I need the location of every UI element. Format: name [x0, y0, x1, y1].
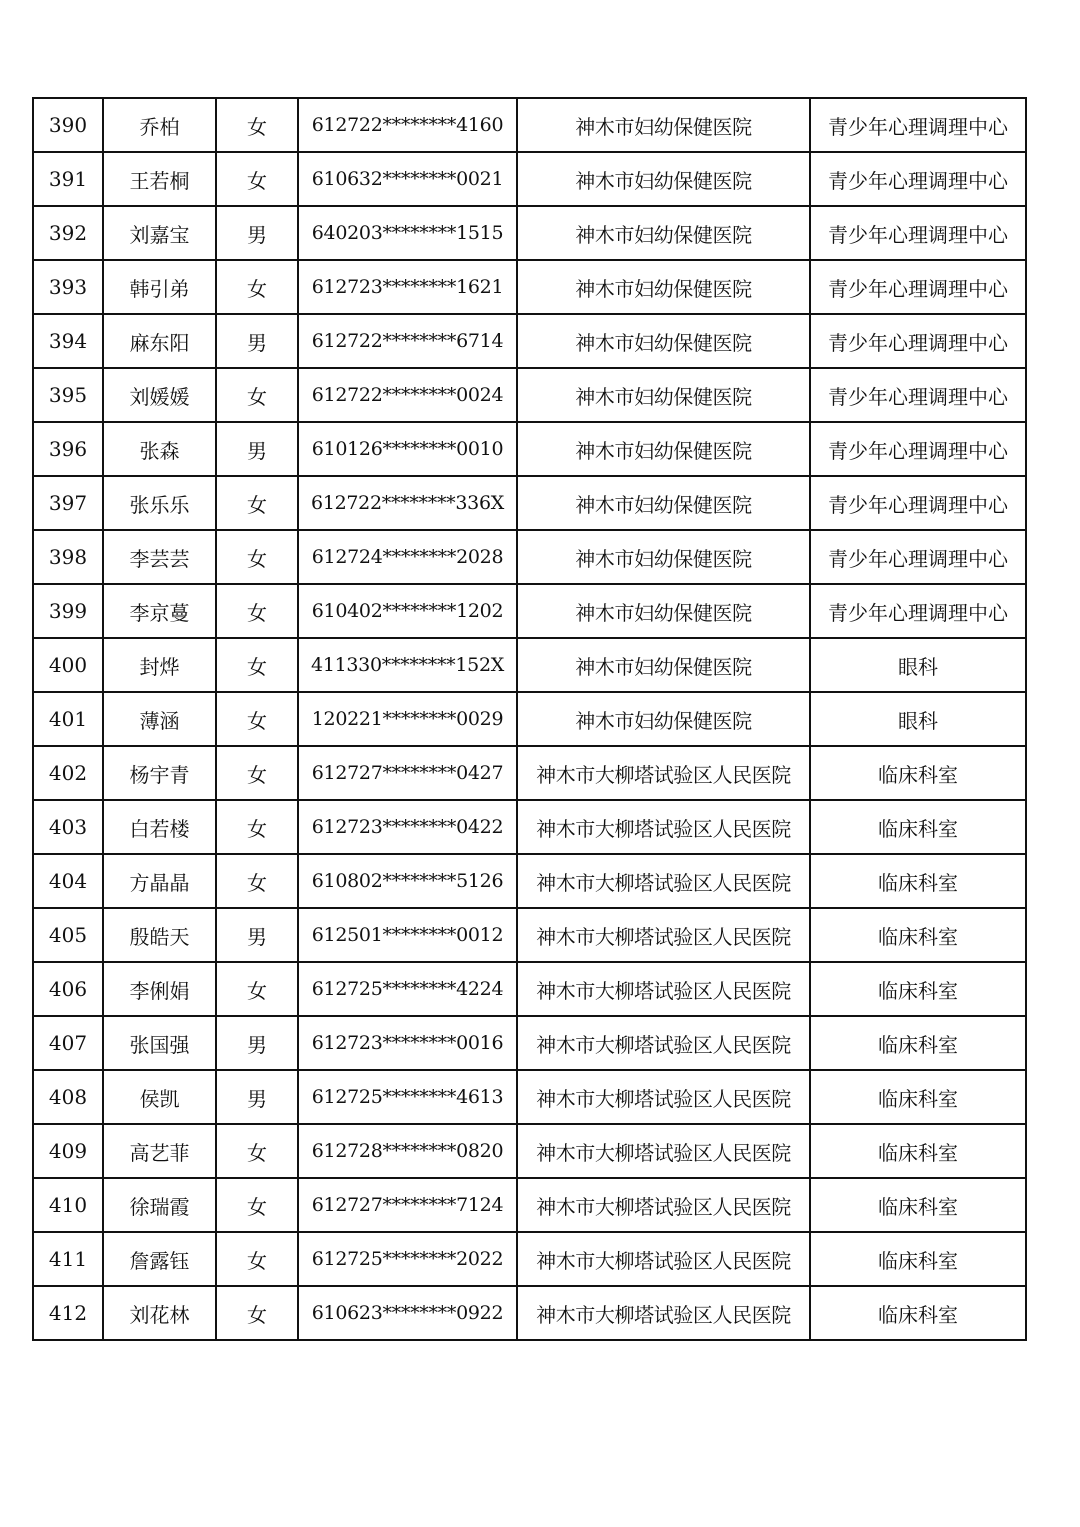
gender-cell: 女 — [216, 1286, 298, 1340]
id-number-cell: 612725********4613 — [298, 1070, 517, 1124]
gender-cell: 女 — [216, 368, 298, 422]
id-number-cell: 612723********0422 — [298, 800, 517, 854]
name-cell: 殷皓天 — [103, 908, 216, 962]
unit-cell: 神木市大柳塔试验区人民医院 — [517, 962, 810, 1016]
unit-cell: 神木市妇幼保健医院 — [517, 152, 810, 206]
name-cell: 李京蔓 — [103, 584, 216, 638]
table-row — [33, 530, 1026, 584]
serial-number-cell: 401 — [33, 692, 103, 746]
serial-number-cell: 393 — [33, 260, 103, 314]
table-row — [33, 1232, 1026, 1286]
serial-number-cell: 412 — [33, 1286, 103, 1340]
id-number-cell: 612724********2028 — [298, 530, 517, 584]
gender-cell: 女 — [216, 1232, 298, 1286]
department-cell: 临床科室 — [810, 1286, 1026, 1340]
unit-cell: 神木市妇幼保健医院 — [517, 692, 810, 746]
name-cell: 麻东阳 — [103, 314, 216, 368]
table-row — [33, 260, 1026, 314]
table-row — [33, 422, 1026, 476]
unit-cell: 神木市妇幼保健医院 — [517, 368, 810, 422]
id-number-cell: 612725********4224 — [298, 962, 517, 1016]
serial-number-cell: 409 — [33, 1124, 103, 1178]
id-number-cell: 612722********0024 — [298, 368, 517, 422]
name-cell: 杨宇青 — [103, 746, 216, 800]
table-row — [33, 206, 1026, 260]
serial-number-cell: 390 — [33, 98, 103, 152]
table-row — [33, 746, 1026, 800]
gender-cell: 女 — [216, 476, 298, 530]
unit-cell: 神木市大柳塔试验区人民医院 — [517, 854, 810, 908]
department-cell: 青少年心理调理中心 — [810, 476, 1026, 530]
serial-number-cell: 392 — [33, 206, 103, 260]
name-cell: 詹露钰 — [103, 1232, 216, 1286]
serial-number-cell: 407 — [33, 1016, 103, 1070]
unit-cell: 神木市大柳塔试验区人民医院 — [517, 908, 810, 962]
gender-cell: 女 — [216, 854, 298, 908]
unit-cell: 神木市大柳塔试验区人民医院 — [517, 800, 810, 854]
roster-table — [32, 97, 1027, 1341]
unit-cell: 神木市妇幼保健医院 — [517, 638, 810, 692]
table-row — [33, 368, 1026, 422]
department-cell: 临床科室 — [810, 1124, 1026, 1178]
table-row — [33, 800, 1026, 854]
id-number-cell: 612722********6714 — [298, 314, 517, 368]
unit-cell: 神木市大柳塔试验区人民医院 — [517, 1016, 810, 1070]
roster-body — [33, 98, 1026, 1340]
name-cell: 张森 — [103, 422, 216, 476]
unit-cell: 神木市妇幼保健医院 — [517, 260, 810, 314]
unit-cell: 神木市大柳塔试验区人民医院 — [517, 1286, 810, 1340]
serial-number-cell: 404 — [33, 854, 103, 908]
department-cell: 临床科室 — [810, 854, 1026, 908]
serial-number-cell: 411 — [33, 1232, 103, 1286]
table-row — [33, 1124, 1026, 1178]
department-cell: 临床科室 — [810, 1070, 1026, 1124]
serial-number-cell: 406 — [33, 962, 103, 1016]
gender-cell: 女 — [216, 962, 298, 1016]
name-cell: 张乐乐 — [103, 476, 216, 530]
table-row — [33, 854, 1026, 908]
name-cell: 韩引弟 — [103, 260, 216, 314]
serial-number-cell: 405 — [33, 908, 103, 962]
department-cell: 青少年心理调理中心 — [810, 314, 1026, 368]
serial-number-cell: 402 — [33, 746, 103, 800]
unit-cell: 神木市大柳塔试验区人民医院 — [517, 1124, 810, 1178]
department-cell: 眼科 — [810, 638, 1026, 692]
table-row — [33, 584, 1026, 638]
department-cell: 临床科室 — [810, 746, 1026, 800]
gender-cell: 女 — [216, 1124, 298, 1178]
department-cell: 临床科室 — [810, 800, 1026, 854]
unit-cell: 神木市大柳塔试验区人民医院 — [517, 1070, 810, 1124]
gender-cell: 女 — [216, 98, 298, 152]
unit-cell: 神木市大柳塔试验区人民医院 — [517, 746, 810, 800]
gender-cell: 女 — [216, 746, 298, 800]
table-row — [33, 692, 1026, 746]
department-cell: 青少年心理调理中心 — [810, 368, 1026, 422]
table-row — [33, 98, 1026, 152]
id-number-cell: 612722********4160 — [298, 98, 517, 152]
gender-cell: 女 — [216, 530, 298, 584]
department-cell: 青少年心理调理中心 — [810, 98, 1026, 152]
unit-cell: 神木市大柳塔试验区人民医院 — [517, 1232, 810, 1286]
unit-cell: 神木市妇幼保健医院 — [517, 422, 810, 476]
serial-number-cell: 397 — [33, 476, 103, 530]
gender-cell: 女 — [216, 692, 298, 746]
id-number-cell: 612723********0016 — [298, 1016, 517, 1070]
id-number-cell: 612728********0820 — [298, 1124, 517, 1178]
serial-number-cell: 391 — [33, 152, 103, 206]
department-cell: 青少年心理调理中心 — [810, 422, 1026, 476]
serial-number-cell: 395 — [33, 368, 103, 422]
id-number-cell: 610802********5126 — [298, 854, 517, 908]
department-cell: 临床科室 — [810, 962, 1026, 1016]
name-cell: 高艺菲 — [103, 1124, 216, 1178]
table-row — [33, 152, 1026, 206]
name-cell: 李芸芸 — [103, 530, 216, 584]
gender-cell: 男 — [216, 314, 298, 368]
gender-cell: 男 — [216, 206, 298, 260]
department-cell: 青少年心理调理中心 — [810, 152, 1026, 206]
id-number-cell: 411330********152X — [298, 638, 517, 692]
unit-cell: 神木市妇幼保健医院 — [517, 530, 810, 584]
id-number-cell: 120221********0029 — [298, 692, 517, 746]
serial-number-cell: 400 — [33, 638, 103, 692]
id-number-cell: 612727********0427 — [298, 746, 517, 800]
table-row — [33, 1286, 1026, 1340]
table-row — [33, 1016, 1026, 1070]
department-cell: 青少年心理调理中心 — [810, 206, 1026, 260]
gender-cell: 男 — [216, 1016, 298, 1070]
name-cell: 刘花林 — [103, 1286, 216, 1340]
name-cell: 白若楼 — [103, 800, 216, 854]
name-cell: 方晶晶 — [103, 854, 216, 908]
name-cell: 刘媛媛 — [103, 368, 216, 422]
table-row — [33, 1178, 1026, 1232]
gender-cell: 女 — [216, 800, 298, 854]
table-row — [33, 638, 1026, 692]
department-cell: 临床科室 — [810, 1016, 1026, 1070]
gender-cell: 男 — [216, 422, 298, 476]
id-number-cell: 612501********0012 — [298, 908, 517, 962]
id-number-cell: 612723********1621 — [298, 260, 517, 314]
department-cell: 眼科 — [810, 692, 1026, 746]
table-row — [33, 314, 1026, 368]
unit-cell: 神木市大柳塔试验区人民医院 — [517, 1178, 810, 1232]
name-cell: 徐瑞霞 — [103, 1178, 216, 1232]
unit-cell: 神木市妇幼保健医院 — [517, 476, 810, 530]
name-cell: 乔柏 — [103, 98, 216, 152]
table-row — [33, 476, 1026, 530]
serial-number-cell: 394 — [33, 314, 103, 368]
id-number-cell: 610623********0922 — [298, 1286, 517, 1340]
gender-cell: 女 — [216, 638, 298, 692]
name-cell: 侯凯 — [103, 1070, 216, 1124]
id-number-cell: 610402********1202 — [298, 584, 517, 638]
table-row — [33, 908, 1026, 962]
gender-cell: 男 — [216, 1070, 298, 1124]
department-cell: 临床科室 — [810, 1178, 1026, 1232]
serial-number-cell: 408 — [33, 1070, 103, 1124]
serial-number-cell: 396 — [33, 422, 103, 476]
gender-cell: 男 — [216, 908, 298, 962]
table-row — [33, 962, 1026, 1016]
name-cell: 李俐娟 — [103, 962, 216, 1016]
serial-number-cell: 399 — [33, 584, 103, 638]
unit-cell: 神木市妇幼保健医院 — [517, 206, 810, 260]
serial-number-cell: 410 — [33, 1178, 103, 1232]
unit-cell: 神木市妇幼保健医院 — [517, 584, 810, 638]
gender-cell: 女 — [216, 584, 298, 638]
gender-cell: 女 — [216, 260, 298, 314]
id-number-cell: 612727********7124 — [298, 1178, 517, 1232]
serial-number-cell: 398 — [33, 530, 103, 584]
name-cell: 刘嘉宝 — [103, 206, 216, 260]
name-cell: 王若桐 — [103, 152, 216, 206]
department-cell: 临床科室 — [810, 1232, 1026, 1286]
name-cell: 封烨 — [103, 638, 216, 692]
unit-cell: 神木市妇幼保健医院 — [517, 314, 810, 368]
department-cell: 临床科室 — [810, 908, 1026, 962]
unit-cell: 神木市妇幼保健医院 — [517, 98, 810, 152]
department-cell: 青少年心理调理中心 — [810, 584, 1026, 638]
id-number-cell: 612722********336X — [298, 476, 517, 530]
id-number-cell: 612725********2022 — [298, 1232, 517, 1286]
name-cell: 薄涵 — [103, 692, 216, 746]
table-row — [33, 1070, 1026, 1124]
gender-cell: 女 — [216, 152, 298, 206]
department-cell: 青少年心理调理中心 — [810, 530, 1026, 584]
department-cell: 青少年心理调理中心 — [810, 260, 1026, 314]
name-cell: 张国强 — [103, 1016, 216, 1070]
id-number-cell: 610632********0021 — [298, 152, 517, 206]
id-number-cell: 640203********1515 — [298, 206, 517, 260]
id-number-cell: 610126********0010 — [298, 422, 517, 476]
serial-number-cell: 403 — [33, 800, 103, 854]
gender-cell: 女 — [216, 1178, 298, 1232]
